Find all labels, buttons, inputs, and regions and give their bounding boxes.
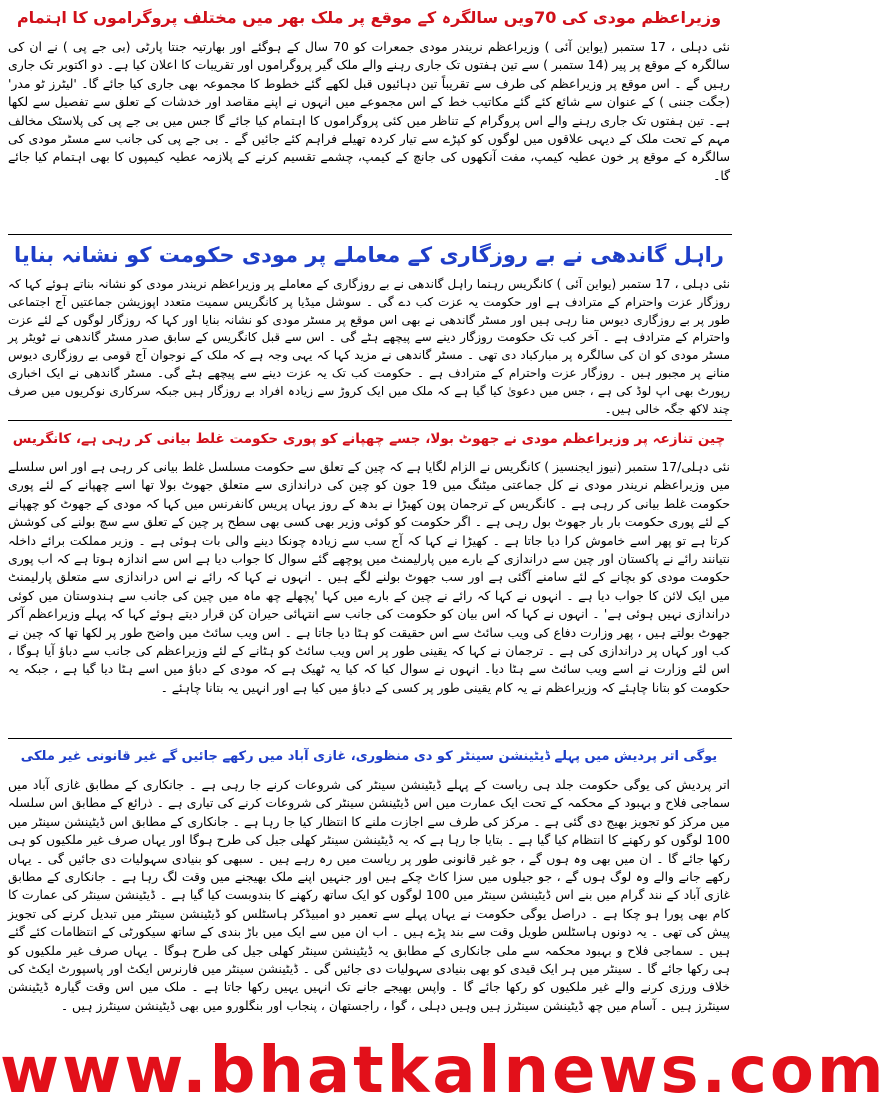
article-headline: چین تنازعہ پر وزیراعظم مودی نے جھوٹ بولا، جسے چھپانے کو پوری حکومت غلط بیانی کر رہی ہے، کانگریس xyxy=(12,431,726,447)
article-divider xyxy=(8,234,732,235)
article-rahul-gandhi xyxy=(8,238,730,418)
article-headline: راہل گاندھی نے بے روزگاری کے معاملے پر مودی حکومت کو نشانہ بنایا xyxy=(14,243,724,267)
article-modi-birthday xyxy=(8,2,730,234)
article-body: نئی دہلی ، 17 ستمبر (یواین آئی ) کانگریس رہنما راہل گاندھی نے بے روزگاری کے معاملے پر وزیراعظم نریندر مودی کو نشانہ بناتے ہوئے کہا کہ روزگار عزت واحترام کے مترادف ہے اور حکومت یہ عزت کب دے گی ۔ سوشل میڈیا پر کانگریس سمیت متعدد اپوزیشن جماعتیں آج اجتماعی طور پر بے روزگاری دیوس منا رہی ہیں اور مسٹر گاندھی نے بھی اس موقع پر مسٹر مودی کو نشانہ بنایا اور کہا کہ روزگار لوگوں کے لئے عزت واحترام کے مترادف ہے ۔ آخر کب تک حکومت روزگار دینے سے پیچھے ہٹے گی ۔ اس سے قبل کانگریس کے سابق صدر مسٹر گاندھی نے ٹویٹر پر مسٹر مودی کو ان کی سالگرہ پر مبارکباد دی تھی ۔ مسٹر گاندھی نے مزید کہا کہ یہی وجہ ہے کہ ملک کے نوجوان آج قومی بے روزگاری دیوس منانے پر مجبور ہیں ۔ روزگار عزت واحترام کے مترادف ہے ۔ حکومت کب تک یہ عزت دینے سے پیچھے ہٹے گی۔ مسٹر گاندھی نے ایک اخباری رپورٹ بھی اپ لوڈ کی ہے ، جس میں دعویٰ کیا گیا ہے کہ ملک میں ایک کروڑ سے زیادہ افراد بے روزگار ہیں جبکہ سرکاری نوکریوں میں صرف چند لاکھ جگہ خالی ہیں۔ xyxy=(8,277,730,416)
article-headline: یوگی اتر پردیش میں پہلے ڈیٹینشن سینٹر کو دی منظوری، غازی آباد میں رکھے جائیں گے غیر قانونی غیر ملکی xyxy=(20,749,718,764)
article-body: نئی دہلی ، 17 ستمبر (یواین آئی ) وزیراعظم نریندر مودی جمعرات کو 70 سال کے ہوگئے اور بھارتیہ جنتا پارٹی (بی جے پی ) نے ان کی سالگرہ کے موقع پر پیر (14 ستمبر ) سے تین ہفتوں تک جاری رہنے والے ملک گیر پروگراموں اور تقریبات کا اعلان کیا ہے۔ دو اکتوبر تک جاری رہیں گے ۔ اس موقع پر وزیراعظم کی طرف سے تقریباً تین دہائیوں قبل لکھے گئے خطوط کا مجموعہ بھی جاری کیا جائے گا۔ 'لیٹرز ٹو مدر' (جگت جننی ) کے عنوان سے شائع کئے گئے مکاتیب خط کے اس مجموعے میں انہوں نے اپنے مقاصد اور خدشات کے تعلق سے تفصیل سے لکھا ہے۔ تین ہفتوں تک جاری رہنے والے اس پروگرام کے تناظر میں کئی پروگراموں کا اہتمام کیا جائے گا جس میں بی جے پی کی پلاسٹک مخالف مہم کے تحت ملک کے دیہی علاقوں میں لوگوں کو کپڑے سے تیار کردہ تھیلے فراہم کئے جائیں گے ۔ بی جے پی کی جانب سے مسٹر مودی کی سالگرہ کے موقع پر خون عطیہ کیمپ، مفت آنکھوں کی جانچ کے کیمپ، چشمے تقسیم کرنے کے پلازمہ عطیہ کیمپوں کا بھی اہتمام کیا جائے گا۔ xyxy=(8,39,730,183)
article-china-dispute xyxy=(8,424,730,736)
article-divider xyxy=(8,420,732,421)
article-body: نئی دہلی/17 ستمبر (نیوز ایجنسیز ) کانگریس نے الزام لگایا ہے کہ چین کے تعلق سے حکومت مسلسل غلط بیانی کر رہی ہے اور اس سلسلے میں وزیراعظم نریندر مودی نے کل جماعتی میٹنگ میں 19 جون کو چین کی دراندازی سے متعلق جھوٹ بولا تھا اسے چھپانے کے لئے پوری حکومت غلط بیانی کر رہی ہے ۔ کانگریس کے ترجمان پون کھیڑا نے بدھ کے روز یہاں پریس کانفرنس میں کہا کہ مودی کے جھوٹ کو چھپانے کے لئے پوری حکومت بار بار جھوٹ بول رہی ہے ۔ اگر حکومت کو کوئی وزیر بھی کسی بھی سطح پر چین کے تعلق سے سچ بولنے کی کوشش کرتا ہے تو پھر اسے خاموش کرا دیا جاتا ہے ۔ کھیڑا نے کہا کہ آج سب سے زیادہ چونکا دینے والی بات ہوئی ہے ۔ وزیر مملکت برائے داخلہ نتیانند رائے نے پاکستان اور چین سے دراندازی کے بارے میں پارلیمنٹ میں پوچھے گئے سوال کا جواب دیا ہے اس سے اندازہ ہوتا ہے کہ اب پوری حکومت مودی کو بچانے کے لئے سامنے آگئی ہے اور سب جھوٹ بولنے لگے ہیں ۔ انہوں نے کہا کہ رائے نے اس دراندازی سے متعلق پارلیمنٹ میں ایک لائن کا جواب دیا ہے ۔ انہوں نے کہا کہ رائے نے چین کے بارے میں کہا 'پچھلے چھ ماہ میں چین کی جانب سے ہندوستان میں کوئی دراندازی نہیں ہوئی ہے' ۔ انہوں نے کہا کہ اس بیان کو حکومت کی جانب سے انتہائی حیران کن قرار دیتے ہوئے کہا کہ پہلے وزیراعظم آکر جھوٹ بولتے ہیں ، پھر وزارت دفاع کی ویب سائٹ سے اس حقیقت کو ہٹا دیا جاتا ہے ۔ اس ویب سائٹ میں واضح طور پر لکھا تھا کہ چین نے کب اور کہاں پر دراندازی کی ہے ۔ ترجمان نے کہا کہ یقینی طور پر اس ویب سائٹ کو ہٹانے کے لئے وزیراعظم کی جانب سے دباؤ آیا ہوگا ، اس لئے وزارت نے اسے ویب سائٹ سے ہٹا دیا۔ انہوں نے سوال کیا کہ کیا یہ ٹھیک ہے کہ مودی کے دباؤ میں اسے ہٹا دیا گیا ہے ، جبکہ یہ حکومت کو بتانا چاہئے کہ وزیراعظم نے یہ کام یقینی طور پر کسی کے دباؤ میں کیا ہے اور انہیں یہ بتانا چاہئے ۔ xyxy=(8,459,730,695)
article-detention-center xyxy=(8,742,730,1032)
article-headline: وزیراعظم مودی کی 70ویں سالگرہ کے موقع پر ملک بھر میں مختلف پروگراموں کا اہتمام xyxy=(16,8,722,27)
website-watermark: www.bhatkalnews.com xyxy=(0,1034,887,1108)
article-divider xyxy=(8,738,732,739)
article-body: اتر پردیش کی یوگی حکومت جلد ہی ریاست کے پہلے ڈیٹینشن سینٹر کی شروعات کرنے جا رہی ہے ۔ جانکاری کے مطابق غازی آباد میں سماجی فلاح و بہبود کے محکمہ کے تحت ایک عمارت میں اس ڈیٹینشن سینٹر کی شروعات کرنے کی تیاری ہے ۔ ذرائع کے مطابق اس سلسلہ میں مرکز کو تجویز بھیج دی گئی ہے ۔ مرکز کی طرف سے اجازت ملنے کا انتظار کیا جا رہا ہے ۔ جانکاری کے مطابق اس ڈیٹینشن سینٹر میں 100 لوگوں کو رکھنے کا انتظام کیا گیا ہے ۔ بتایا جا رہا ہے کہ یہ ڈیٹینشن سینٹر کھلی جیل کی طرح ہوگا اور یہاں صرف غیر ملکیوں کو ہی رکھا جائے گا ۔ ان میں بھی وہ ہوں گے ، جو غیر قانونی طور پر ریاست میں رہ رہے ہیں ۔ سبھی کو بنیادی سہولیات دی جائیں گی ۔ یہاں رکھے جانے والے وہ لوگ ہوں گے ، جو جیلوں میں سزا کاٹ چکے ہیں اور جنہیں اپنے ملک بھیجنے میں وقت لگ رہا ہے ۔ جانکاری کے مطابق غازی آباد کے نند گرام میں بنے اس ڈیٹینشن سینٹر میں 100 لوگوں کو ایک ساتھ رکھنے کا بندوبست کیا گیا ہے ۔ ڈیٹینشن سینٹر کی عمارت کا کام بھی پورا ہو چکا ہے ۔ دراصل یوگی حکومت نے یہاں پہلے سے تعمیر دو امبیڈکر ہاسٹلس کو ڈیٹینشن سینٹر میں تبدیل کرنے کی تجویز پیش کی تھی ۔ یہ دونوں ہاسٹلس طویل وقت سے بند پڑے ہیں ۔ اب ان میں سے ایک میں باڑ بندی کے ساتھ سیکورٹی کے انتظامات کئے گئے ہیں ۔ سماجی فلاح و بہبود محکمہ سے ملی جانکاری کے مطابق یہ ڈیٹینشن سینٹر کھلی جیل کی طرح ہوگا ۔ یہاں صرف غیر ملکیوں کو ہی رکھا جائے گا ۔ سینٹر میں ہر ایک قیدی کو بھی بنیادی سہولیات دی جائیں گی ۔ ڈیٹینشن سینٹر میں فارنرس ایکٹ اور پاسپورٹ ایکٹ کی خلاف ورزی کرنے والے غیر ملکیوں کو رکھا جائے گا ۔ واپس بھیجے جانے تک انہیں یہیں رکھا جاتا ہے ۔ ملک میں اس وقت گیارہ ڈیٹینشن سینٹرز ہیں ۔ آسام میں چھ ڈیٹینشن سینٹرز ہیں وہیں دہلی ، گوا ، راجستھان ، پنجاب اور بنگلورو میں بھی ڈیٹینشن سینٹرز ہیں ۔ xyxy=(8,777,730,1013)
